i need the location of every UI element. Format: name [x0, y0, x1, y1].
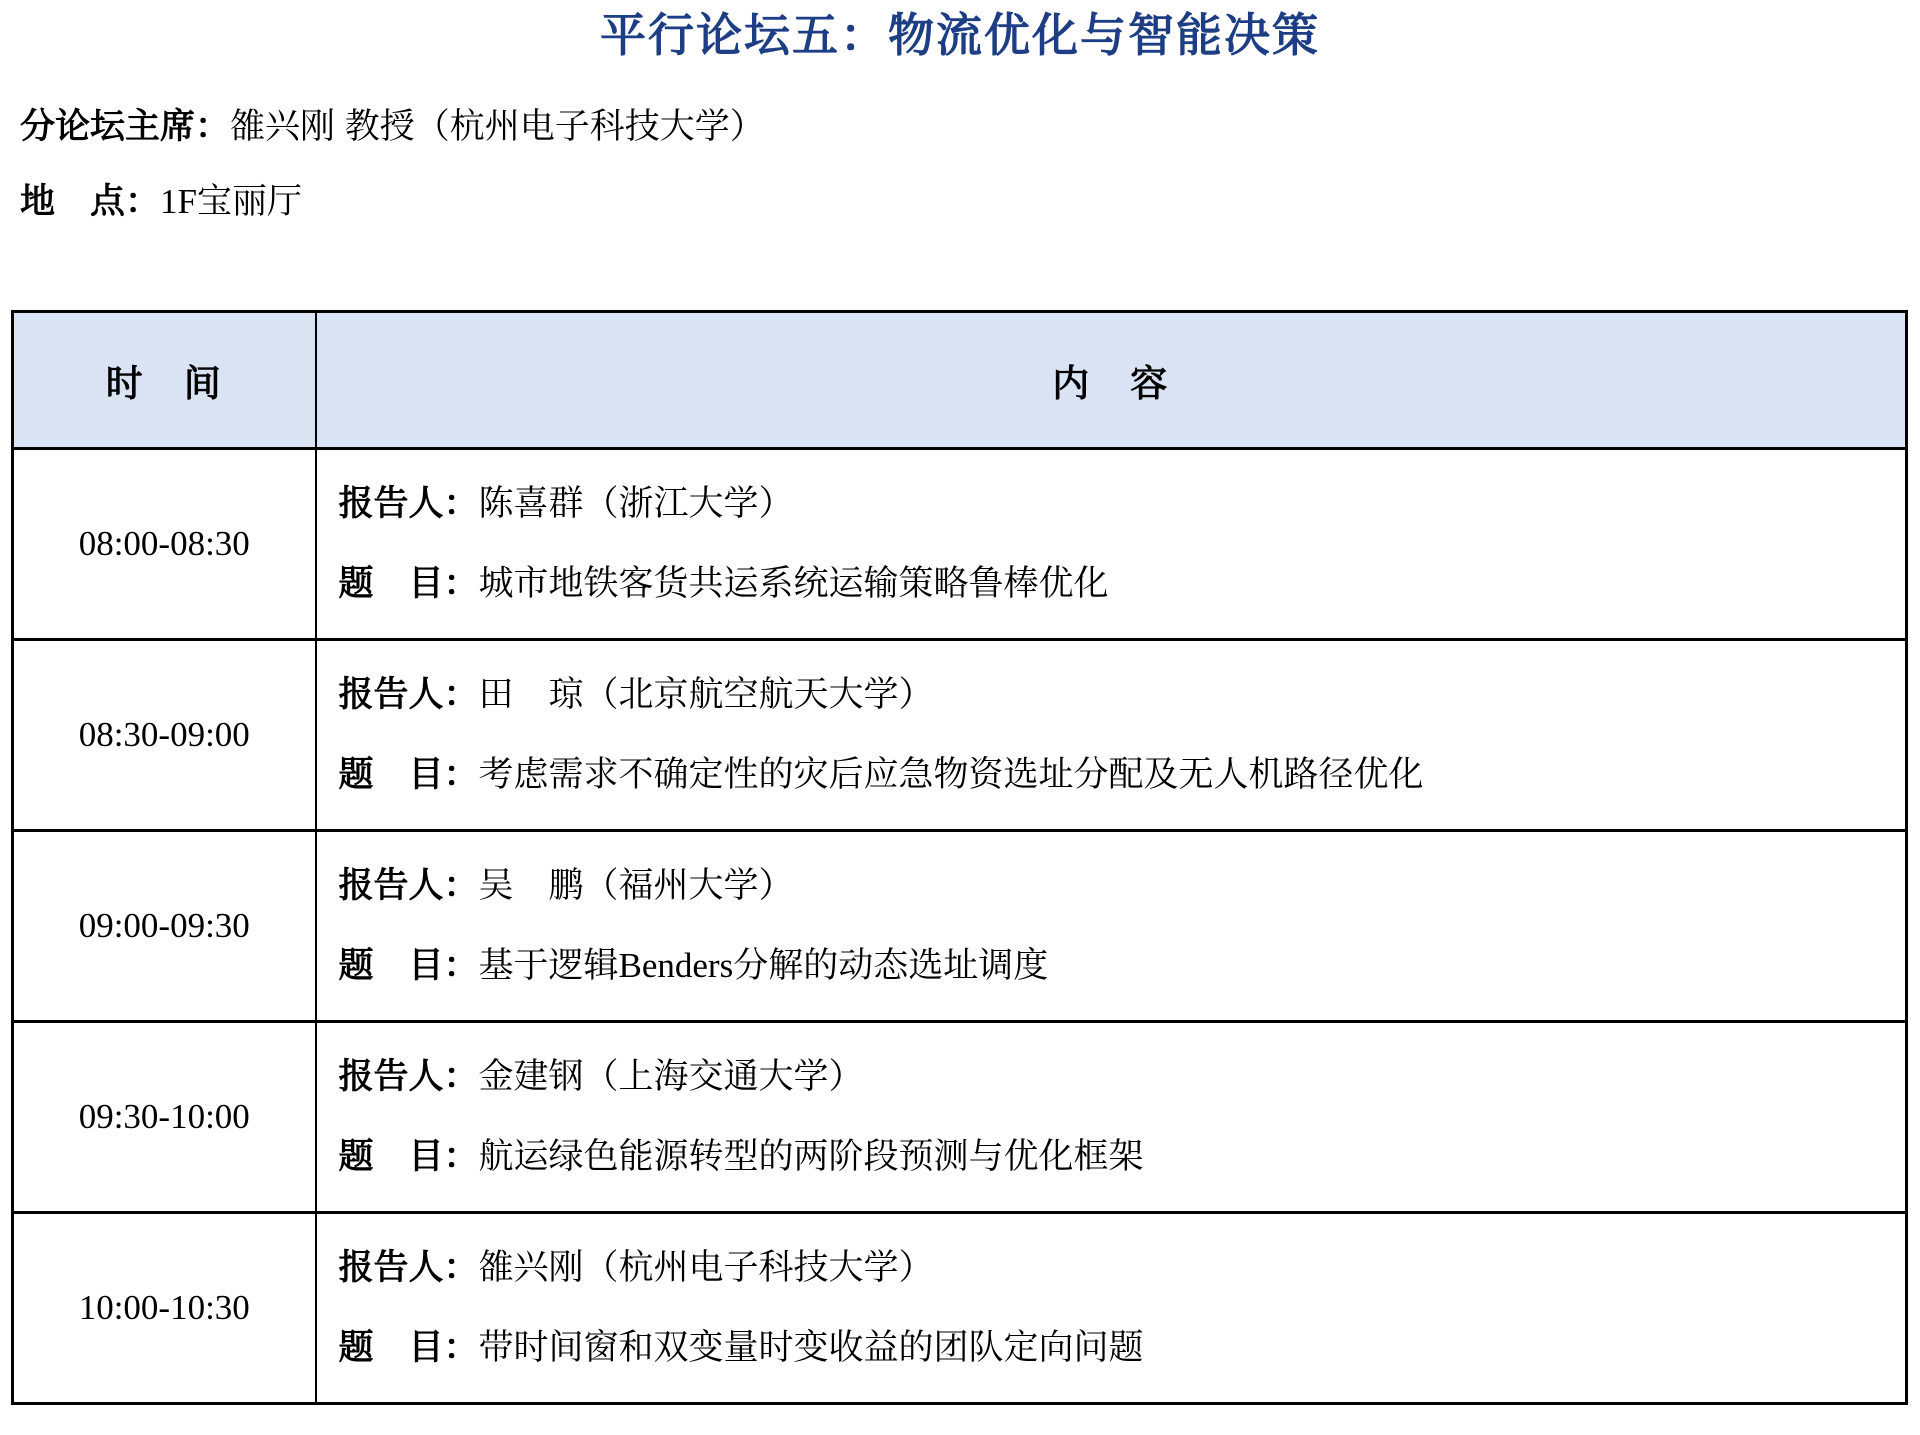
- speaker-label: 报告人：: [338, 866, 479, 906]
- session-time: 09:30-10:00: [13, 1021, 316, 1212]
- chair-label: 分论坛主席：: [20, 107, 231, 147]
- table-row: [13, 830, 1907, 1021]
- topic-title: 城市地铁客货共运系统运输策略鲁棒优化: [478, 563, 1109, 603]
- session-content: [316, 830, 1907, 1021]
- topic-label: 题 目：: [338, 563, 479, 603]
- session-content: [316, 1021, 1907, 1212]
- topic-line: [339, 1324, 1905, 1371]
- speaker-name: 吴 鹏（福州大学）: [478, 866, 794, 906]
- table-header-content: 内 容: [316, 311, 1907, 448]
- topic-line: [339, 751, 1905, 798]
- speaker-name: 田 琼（北京航空航天大学）: [478, 675, 934, 715]
- topic-line: [339, 1133, 1905, 1180]
- venue-line: [20, 178, 1920, 225]
- topic-title: 基于逻辑Benders分解的动态选址调度: [478, 945, 1049, 985]
- session-time: 10:00-10:30: [13, 1212, 316, 1403]
- table-row: [13, 639, 1907, 830]
- venue-label: 地 点：: [20, 182, 161, 222]
- speaker-name: 雒兴刚（杭州电子科技大学）: [478, 1248, 934, 1288]
- topic-label: 题 目：: [338, 1327, 479, 1367]
- table-row: [13, 1021, 1907, 1212]
- session-content: [316, 448, 1907, 639]
- session-time: 08:00-08:30: [13, 448, 316, 639]
- table-header-row: [13, 311, 1907, 448]
- speaker-name: 陈喜群（浙江大学）: [478, 484, 794, 524]
- forum-info: [20, 103, 1920, 226]
- session-time: 08:30-09:00: [13, 639, 316, 830]
- chair-value: 雒兴刚 教授（杭州电子科技大学）: [230, 107, 765, 147]
- table-row: [13, 448, 1907, 639]
- session-content: [316, 1212, 1907, 1403]
- speaker-name: 金建钢（上海交通大学）: [478, 1057, 864, 1097]
- session-time: 09:00-09:30: [13, 830, 316, 1021]
- chair-line: [20, 103, 1920, 150]
- speaker-label: 报告人：: [338, 1057, 479, 1097]
- topic-line: [339, 560, 1905, 607]
- topic-title: 带时间窗和双变量时变收益的团队定向问题: [478, 1327, 1144, 1367]
- page-title: 平行论坛五：物流优化与智能决策: [600, 9, 1320, 61]
- venue-value: 1F宝丽厅: [160, 182, 302, 222]
- topic-label: 题 目：: [338, 945, 479, 985]
- topic-label: 题 目：: [338, 754, 479, 794]
- speaker-label: 报告人：: [338, 675, 479, 715]
- topic-title: 考虑需求不确定性的灾后应急物资选址分配及无人机路径优化: [478, 754, 1424, 794]
- speaker-line: [339, 671, 1905, 718]
- topic-label: 题 目：: [338, 1136, 479, 1176]
- speaker-line: [339, 1244, 1905, 1291]
- session-content: [316, 639, 1907, 830]
- speaker-line: [339, 480, 1905, 527]
- topic-title: 航运绿色能源转型的两阶段预测与优化框架: [478, 1136, 1144, 1176]
- speaker-label: 报告人：: [338, 1248, 479, 1288]
- schedule-table: [11, 310, 1908, 1405]
- table-row: [13, 1212, 1907, 1403]
- table-header-time: 时 间: [13, 311, 316, 448]
- speaker-line: [339, 1053, 1905, 1100]
- speaker-line: [339, 862, 1905, 909]
- speaker-label: 报告人：: [338, 484, 479, 524]
- topic-line: [339, 942, 1905, 989]
